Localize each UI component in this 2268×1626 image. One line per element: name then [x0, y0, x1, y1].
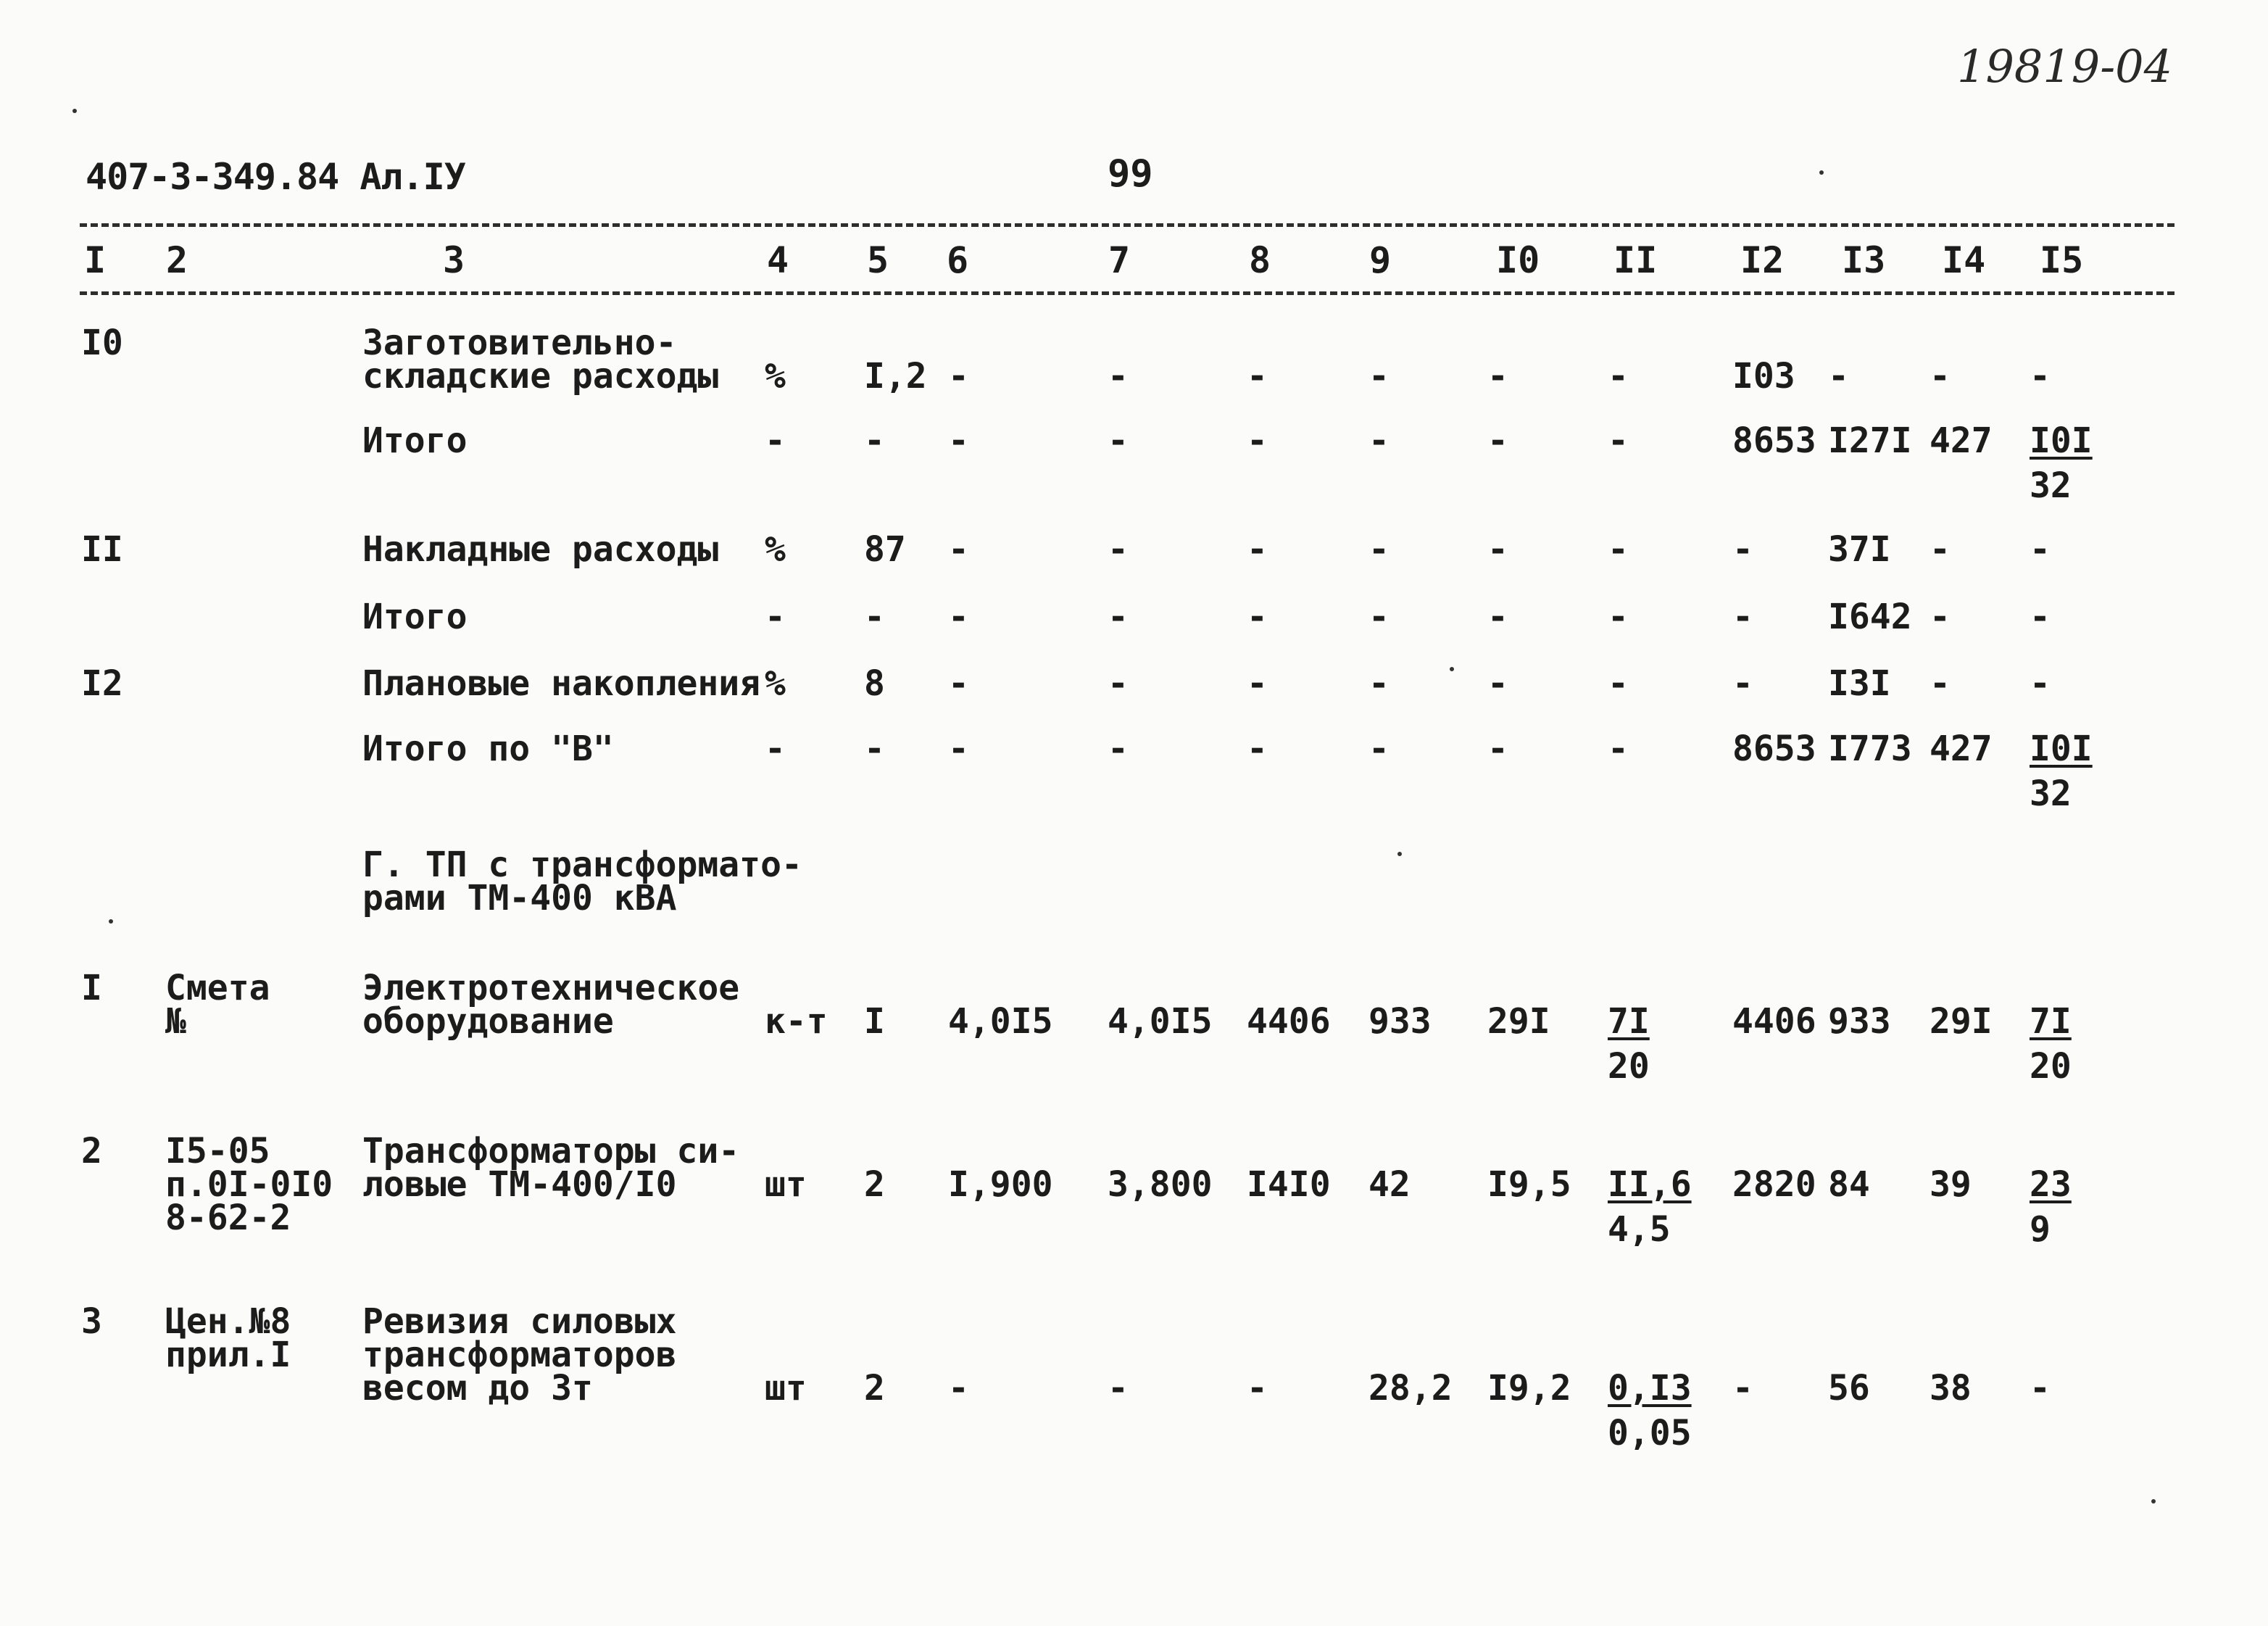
cell-col2: Смета № — [165, 968, 270, 1042]
cell-col1: 2 — [81, 1131, 102, 1171]
cell-col4: - — [765, 729, 786, 769]
cell-col11-top: - — [1608, 356, 1629, 397]
cell-col10: - — [1487, 420, 1508, 461]
cell-col15-bottom: 9 — [2030, 1209, 2051, 1250]
cell-col13: I3I — [1828, 663, 1891, 704]
cell-col3: Заготовительно- складские расходы — [362, 323, 719, 397]
cell-col12: - — [1732, 1368, 1753, 1409]
cell-col14: - — [1930, 663, 1951, 704]
cell-col6: - — [948, 597, 969, 637]
cell-col11-top: - — [1608, 529, 1629, 570]
cell-col7: - — [1108, 420, 1129, 461]
cell-col9: - — [1368, 663, 1390, 704]
cell-col10: I9,2 — [1487, 1368, 1571, 1409]
cell-col4: шт — [765, 1368, 807, 1409]
cell-col5: 2 — [864, 1368, 885, 1409]
cell-col10: - — [1487, 356, 1508, 397]
cell-col5: I — [864, 1001, 885, 1042]
header-bottom-rule — [80, 291, 2174, 295]
cell-col11-top: II,6 — [1608, 1164, 1692, 1205]
cell-col5: 2 — [864, 1164, 885, 1205]
cell-col3: Итого — [362, 420, 468, 461]
cell-col13: I642 — [1828, 597, 1912, 637]
column-number: I5 — [2040, 239, 2084, 281]
column-number: I0 — [1496, 239, 1540, 281]
cell-col6: - — [948, 529, 969, 570]
cell-col15-bottom: 20 — [2030, 1046, 2072, 1087]
cell-col9: - — [1368, 597, 1390, 637]
cell-col15-top: - — [2030, 597, 2051, 637]
cell-col9: - — [1368, 420, 1390, 461]
cell-col11-top: 0,I3 — [1608, 1368, 1692, 1409]
column-number: 6 — [947, 239, 969, 281]
cell-col15-bottom: 32 — [2030, 773, 2072, 814]
cell-col7: - — [1108, 529, 1129, 570]
cell-col13: I773 — [1828, 729, 1912, 769]
archive-stamp: 19819-04 — [1957, 40, 2173, 93]
cell-col8: - — [1247, 529, 1268, 570]
cell-col5: - — [864, 420, 885, 461]
cell-col15-top: I0I — [2030, 729, 2093, 769]
column-number: I2 — [1740, 239, 1785, 281]
cell-col10: - — [1487, 729, 1508, 769]
cell-col9: - — [1368, 529, 1390, 570]
cell-col3: Ревизия силовых трансформаторов весом до 3т — [362, 1301, 677, 1409]
scan-speck — [109, 919, 113, 924]
cell-col3: Итого — [362, 597, 468, 637]
cell-col13: 37I — [1828, 529, 1891, 570]
column-number: 9 — [1369, 239, 1392, 281]
cell-col15-top: - — [2030, 529, 2051, 570]
cell-col1: 3 — [81, 1301, 102, 1342]
cell-col1: I2 — [81, 663, 123, 704]
cell-col5: - — [864, 597, 885, 637]
cell-col3: Плановые накопления — [362, 663, 761, 704]
cell-col4: - — [765, 597, 786, 637]
cell-col14: - — [1930, 529, 1951, 570]
cell-col7: - — [1108, 1368, 1129, 1409]
cell-col12: 8653 — [1732, 420, 1816, 461]
cell-col3: Накладные расходы — [362, 529, 719, 570]
cell-col2: I5-05 п.0I-0I0 8-62-2 — [165, 1131, 333, 1238]
cell-col3: Трансформаторы си- ловые ТМ-400/I0 — [362, 1131, 740, 1205]
cell-col14: - — [1930, 356, 1951, 397]
page-number: 99 — [1108, 152, 1153, 196]
cell-col6: - — [948, 420, 969, 461]
cell-col11-bottom: 4,5 — [1608, 1209, 1671, 1250]
column-number: I — [84, 239, 107, 281]
cell-col13: I27I — [1828, 420, 1912, 461]
cell-col12: - — [1732, 663, 1753, 704]
cell-col6: I,900 — [948, 1164, 1053, 1205]
cell-col6: - — [948, 729, 969, 769]
cell-col6: - — [948, 1368, 969, 1409]
cell-col11-top: 7I — [1608, 1001, 1650, 1042]
cell-col8: I4I0 — [1247, 1164, 1331, 1205]
cell-col11-top: - — [1608, 663, 1629, 704]
column-number: 3 — [443, 239, 465, 281]
cell-col15-top: - — [2030, 1368, 2051, 1409]
cell-col11-bottom: 0,05 — [1608, 1413, 1692, 1453]
cell-col13: - — [1828, 356, 1849, 397]
cell-col13: 56 — [1828, 1368, 1870, 1409]
column-number: 4 — [767, 239, 789, 281]
cell-col14: 427 — [1930, 420, 1993, 461]
cell-col9: - — [1368, 729, 1390, 769]
cell-col6: 4,0I5 — [948, 1001, 1053, 1042]
cell-col7: - — [1108, 663, 1129, 704]
cell-col9: 933 — [1368, 1001, 1432, 1042]
cell-col12: 4406 — [1732, 1001, 1816, 1042]
cell-col4: % — [765, 529, 786, 570]
cell-col6: - — [948, 663, 969, 704]
cell-col11-top: - — [1608, 597, 1629, 637]
cell-col4: % — [765, 356, 786, 397]
cell-col7: - — [1108, 356, 1129, 397]
cell-col9: 42 — [1368, 1164, 1411, 1205]
scan-speck — [1397, 852, 1402, 856]
cell-col12: I03 — [1732, 356, 1795, 397]
cell-col8: - — [1247, 1368, 1268, 1409]
cell-col13: 84 — [1828, 1164, 1870, 1205]
column-number: I4 — [1942, 239, 1986, 281]
cell-col15-bottom: 32 — [2030, 465, 2072, 506]
cell-col7: - — [1108, 729, 1129, 769]
cell-col7: - — [1108, 597, 1129, 637]
cell-col9: 28,2 — [1368, 1368, 1453, 1409]
cell-col7: 3,800 — [1108, 1164, 1213, 1205]
cell-col14: 38 — [1930, 1368, 1972, 1409]
cell-col5: - — [864, 729, 885, 769]
cell-col14: 29I — [1930, 1001, 1993, 1042]
cell-col15-top: I0I — [2030, 420, 2093, 461]
cell-col12: 8653 — [1732, 729, 1816, 769]
cell-col9: - — [1368, 356, 1390, 397]
cell-col5: 8 — [864, 663, 885, 704]
cell-col15-top: - — [2030, 663, 2051, 704]
cell-col14: - — [1930, 597, 1951, 637]
cell-col8: 4406 — [1247, 1001, 1331, 1042]
cell-col10: - — [1487, 529, 1508, 570]
column-number: 7 — [1108, 239, 1131, 281]
cell-col1: I0 — [81, 323, 123, 363]
scan-speck — [1819, 170, 1824, 175]
cell-col7: 4,0I5 — [1108, 1001, 1213, 1042]
cell-col8: - — [1247, 663, 1268, 704]
cell-col8: - — [1247, 729, 1268, 769]
cell-col4: % — [765, 663, 786, 704]
cell-col15-top: - — [2030, 356, 2051, 397]
cell-col12: - — [1732, 597, 1753, 637]
cell-col6: - — [948, 356, 969, 397]
cell-col8: - — [1247, 597, 1268, 637]
column-number: 2 — [166, 239, 188, 281]
cell-col10: - — [1487, 663, 1508, 704]
cell-col3: Электротехническое оборудование — [362, 968, 740, 1042]
document-code: 407-3-349.84 Ал.IУ — [86, 156, 465, 198]
cell-col10: - — [1487, 597, 1508, 637]
cell-col13: 933 — [1828, 1001, 1891, 1042]
cell-col4: к-т — [765, 1001, 828, 1042]
column-number: 8 — [1249, 239, 1271, 281]
cell-col8: - — [1247, 356, 1268, 397]
scan-speck — [2151, 1499, 2156, 1503]
cell-col4: шт — [765, 1164, 807, 1205]
cell-col1: I — [81, 968, 102, 1008]
cell-col3: Итого по "В" — [362, 729, 614, 769]
cell-col15-top: 23 — [2030, 1164, 2072, 1205]
column-number: I3 — [1842, 239, 1886, 281]
cell-col5: 87 — [864, 529, 906, 570]
cell-col10: I9,5 — [1487, 1164, 1571, 1205]
cell-col11-bottom: 20 — [1608, 1046, 1650, 1087]
scan-speck — [1450, 667, 1454, 671]
column-number: 5 — [867, 239, 889, 281]
cell-col14: 39 — [1930, 1164, 1972, 1205]
cell-col14: 427 — [1930, 729, 1993, 769]
cell-col1: II — [81, 529, 123, 570]
cell-col12: - — [1732, 529, 1753, 570]
cell-col5: I,2 — [864, 356, 927, 397]
cell-col11-top: - — [1608, 420, 1629, 461]
cell-col11-top: - — [1608, 729, 1629, 769]
cell-col12: 2820 — [1732, 1164, 1816, 1205]
cell-col2: Цен.№8 прил.I — [165, 1301, 291, 1375]
cell-col8: - — [1247, 420, 1268, 461]
cell-col10: 29I — [1487, 1001, 1550, 1042]
column-number: II — [1613, 239, 1658, 281]
scan-speck — [72, 109, 77, 113]
cell-col4: - — [765, 420, 786, 461]
cell-col3: Г. ТП с трансформато- рами ТМ-400 кВА — [362, 845, 802, 918]
header-top-rule — [80, 223, 2174, 227]
cell-col15-top: 7I — [2030, 1001, 2072, 1042]
